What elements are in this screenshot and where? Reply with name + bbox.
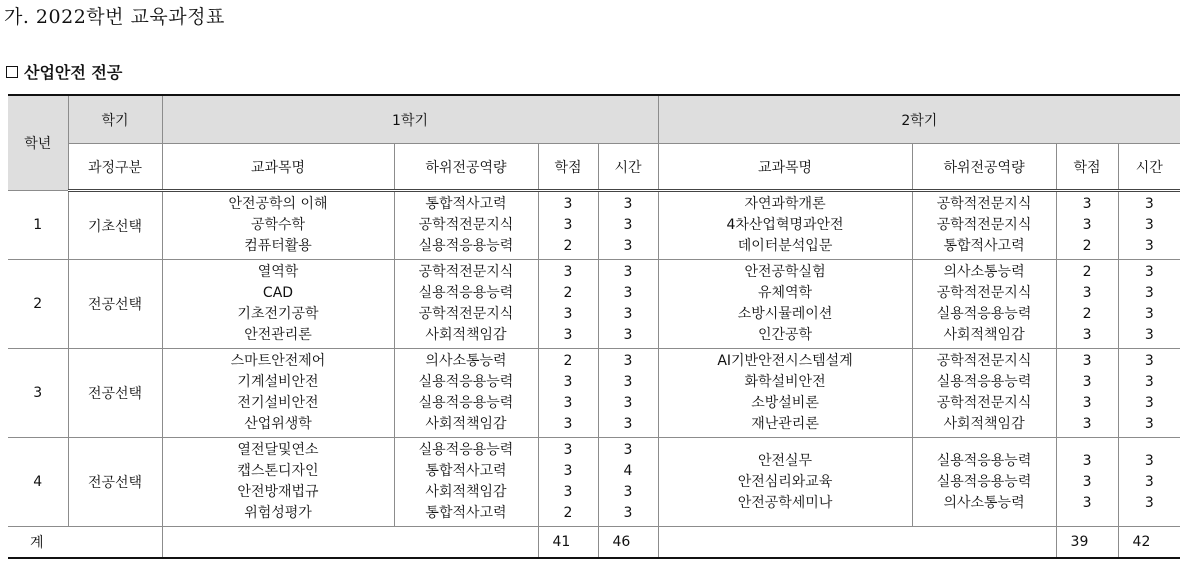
credit-text: 3 (1082, 452, 1092, 469)
credit-text: 3 (563, 327, 573, 343)
hours-text: 3 (1144, 473, 1154, 490)
course-text: 열역학 (257, 264, 299, 280)
competency-text: 통합적사고력 (425, 463, 507, 479)
course-text: 자연과학개론 (744, 196, 826, 212)
hours-text: 3 (623, 442, 633, 458)
credit-text: 3 (1082, 285, 1092, 301)
course-text: 기초전기공학 (237, 306, 319, 322)
course-text: 컴퓨터활용 (244, 238, 312, 254)
hours-text: 3 (1144, 327, 1154, 343)
competency-text: 통합적사고력 (943, 238, 1025, 254)
s2-credit-cell (1056, 260, 1118, 349)
total-spacer (658, 527, 1056, 559)
header-course: 교과목명 (658, 144, 912, 191)
table-body (8, 191, 1180, 527)
hours-text: 3 (623, 306, 633, 322)
category-cell: 전공선택 (68, 349, 162, 438)
s1-competency-cell (394, 349, 538, 438)
competency-text: 통합적사고력 (425, 196, 507, 212)
credit-text: 2 (1082, 264, 1092, 280)
category-cell: 전공선택 (68, 438, 162, 527)
hours-text: 3 (1144, 353, 1154, 369)
competency-text: 공학적전문지식 (936, 395, 1032, 411)
course-text: 산업위생학 (244, 416, 312, 432)
credit-text: 3 (563, 306, 573, 322)
hours-text: 3 (623, 353, 633, 369)
s2-competency-cell (912, 349, 1056, 438)
credit-text: 3 (563, 264, 573, 280)
s2-credit-cell (1056, 438, 1118, 527)
competency-text: 공학적전문지식 (936, 196, 1032, 212)
hours-text: 3 (1144, 306, 1154, 322)
header-competency: 하위전공역량 (912, 144, 1056, 191)
year-cell: 4 (8, 438, 68, 527)
hours-text: 3 (1144, 238, 1154, 254)
header-hours: 시간 (1118, 144, 1180, 191)
course-text: 소방설비론 (751, 395, 819, 411)
s2-competency-cell (912, 438, 1056, 527)
credit-text: 3 (563, 395, 573, 411)
credit-text: 3 (1082, 217, 1092, 233)
competency-text: 사회적책임감 (425, 416, 507, 432)
s1-credit-cell (538, 349, 598, 438)
credit-text: 3 (1082, 327, 1092, 343)
course-text: 안전실무 (757, 452, 813, 469)
hours-text: 3 (623, 374, 633, 390)
credit-text: 3 (563, 484, 573, 500)
hours-text: 3 (623, 416, 633, 432)
competency-text: 실용적응용능력 (936, 452, 1032, 469)
hours-text: 3 (1144, 494, 1154, 511)
credit-text: 2 (1082, 238, 1092, 254)
page-heading: 가. 2022학번 교육과정표 (4, 6, 225, 28)
credit-text: 2 (563, 505, 573, 521)
competency-text: 사회적책임감 (943, 416, 1025, 432)
curriculum-table (8, 94, 1180, 559)
hours-text: 3 (1144, 217, 1154, 233)
credit-text: 3 (563, 416, 573, 432)
competency-text: 실용적응용능력 (418, 238, 514, 254)
competency-text: 공학적전문지식 (936, 353, 1032, 369)
s2-competency-cell (912, 191, 1056, 260)
credit-text: 3 (1082, 374, 1092, 390)
competency-text: 공학적전문지식 (418, 306, 514, 322)
competency-text: 실용적응용능력 (936, 306, 1032, 322)
total-s1-hours: 46 (598, 527, 658, 559)
competency-text: 실용적응용능력 (418, 395, 514, 411)
course-text: 위험성평가 (244, 505, 312, 521)
hours-text: 3 (1144, 196, 1154, 212)
course-text: 화학설비안전 (744, 374, 826, 390)
checkbox-square-icon (6, 66, 18, 78)
section-title-text: 산업안전 전공 (24, 63, 123, 82)
hours-text: 3 (623, 505, 633, 521)
credit-text: 2 (563, 353, 573, 369)
course-text: 전기설비안전 (237, 395, 319, 411)
year-cell: 3 (8, 349, 68, 438)
total-s2-credit: 39 (1056, 527, 1118, 559)
competency-text: 공학적전문지식 (936, 217, 1032, 233)
competency-text: 실용적응용능력 (936, 473, 1032, 490)
credit-text: 3 (1082, 473, 1092, 490)
total-s2-hours: 42 (1118, 527, 1180, 559)
hours-text: 4 (623, 463, 633, 479)
year-cell: 2 (8, 260, 68, 349)
course-text: AI기반안전시스템설계 (717, 353, 853, 369)
course-text: 안전심리와교육 (737, 473, 833, 490)
credit-text: 2 (563, 238, 573, 254)
total-row (8, 527, 1180, 559)
course-text: 캡스톤디자인 (237, 463, 319, 479)
year-group-row (8, 438, 1180, 527)
credit-text: 3 (1082, 353, 1092, 369)
course-text: 안전관리론 (244, 327, 312, 343)
course-text: 재난관리론 (751, 416, 819, 432)
hours-text: 3 (623, 196, 633, 212)
hours-text: 3 (623, 484, 633, 500)
s1-credit-cell (538, 191, 598, 260)
header-credit: 학점 (1056, 144, 1118, 191)
hours-text: 3 (1144, 285, 1154, 301)
header-year: 학년 (8, 95, 68, 191)
competency-text: 실용적응용능력 (418, 374, 514, 390)
course-text: 안전공학실험 (744, 264, 826, 280)
course-text: 유체역학 (757, 285, 813, 301)
course-text: 열전달및연소 (237, 442, 319, 458)
section-title (6, 60, 122, 83)
course-text: 안전방재법규 (237, 484, 319, 500)
hours-text: 3 (1144, 452, 1154, 469)
s1-hours-cell (598, 260, 658, 349)
year-group-row (8, 260, 1180, 349)
hours-text: 3 (1144, 264, 1154, 280)
competency-text: 사회적책임감 (943, 327, 1025, 343)
s1-competency-cell (394, 191, 538, 260)
header-semester-2: 2학기 (658, 95, 1180, 144)
s2-credit-cell (1056, 349, 1118, 438)
course-text: 공학수학 (250, 217, 306, 233)
course-text: 스마트안전제어 (230, 353, 326, 369)
s2-course-cell (658, 438, 912, 527)
hours-text: 3 (623, 327, 633, 343)
hours-text: 3 (623, 217, 633, 233)
competency-text: 통합적사고력 (425, 505, 507, 521)
hours-text: 3 (1144, 395, 1154, 411)
total-label: 계 (8, 527, 162, 559)
hours-text: 3 (623, 285, 633, 301)
total-spacer (162, 527, 538, 559)
credit-text: 3 (563, 217, 573, 233)
header-competency: 하위전공역량 (394, 144, 538, 191)
competency-text: 공학적전문지식 (418, 264, 514, 280)
header-credit: 학점 (538, 144, 598, 191)
s1-credit-cell (538, 438, 598, 527)
competency-text: 의사소통능력 (943, 494, 1025, 511)
course-text: 소방시뮬레이션 (737, 306, 833, 322)
s2-course-cell (658, 349, 912, 438)
course-text: 데이터분석입문 (737, 238, 833, 254)
competency-text: 사회적책임감 (425, 327, 507, 343)
competency-text: 실용적응용능력 (418, 442, 514, 458)
s1-course-cell (162, 260, 394, 349)
hours-text: 3 (623, 238, 633, 254)
s2-course-cell (658, 260, 912, 349)
course-text: 4차산업혁명과안전 (726, 217, 844, 233)
course-text: CAD (262, 285, 294, 301)
competency-text: 사회적책임감 (425, 484, 507, 500)
s2-course-cell (658, 191, 912, 260)
s1-credit-cell (538, 260, 598, 349)
s1-hours-cell (598, 191, 658, 260)
credit-text: 3 (1082, 416, 1092, 432)
credit-text: 3 (1082, 196, 1092, 212)
credit-text: 3 (1082, 395, 1092, 411)
competency-text: 공학적전문지식 (418, 217, 514, 233)
s2-hours-cell (1118, 438, 1180, 527)
s2-credit-cell (1056, 191, 1118, 260)
hours-text: 3 (1144, 374, 1154, 390)
category-cell: 전공선택 (68, 260, 162, 349)
competency-text: 의사소통능력 (425, 353, 507, 369)
s2-hours-cell (1118, 349, 1180, 438)
total-s1-credit: 41 (538, 527, 598, 559)
credit-text: 3 (563, 196, 573, 212)
credit-text: 3 (1082, 494, 1092, 511)
header-hours: 시간 (598, 144, 658, 191)
header-course: 교과목명 (162, 144, 394, 191)
year-group-row (8, 191, 1180, 260)
s1-hours-cell (598, 349, 658, 438)
s1-course-cell (162, 438, 394, 527)
competency-text: 실용적응용능력 (418, 285, 514, 301)
hours-text: 3 (1144, 416, 1154, 432)
course-text: 안전공학세미나 (737, 494, 833, 511)
s1-competency-cell (394, 438, 538, 527)
s1-course-cell (162, 191, 394, 260)
competency-text: 의사소통능력 (943, 264, 1025, 280)
credit-text: 3 (563, 463, 573, 479)
credit-text: 2 (563, 285, 573, 301)
s2-competency-cell (912, 260, 1056, 349)
s1-course-cell (162, 349, 394, 438)
course-text: 안전공학의 이해 (228, 196, 328, 212)
s2-hours-cell (1118, 260, 1180, 349)
header-semester: 학기 (68, 95, 162, 144)
course-text: 인간공학 (757, 327, 813, 343)
s1-competency-cell (394, 260, 538, 349)
credit-text: 2 (1082, 306, 1092, 322)
competency-text: 공학적전문지식 (936, 285, 1032, 301)
credit-text: 3 (563, 442, 573, 458)
category-cell: 기초선택 (68, 191, 162, 260)
s2-hours-cell (1118, 191, 1180, 260)
year-group-row (8, 349, 1180, 438)
header-semester-1: 1학기 (162, 95, 658, 144)
hours-text: 3 (623, 395, 633, 411)
credit-text: 3 (563, 374, 573, 390)
s1-hours-cell (598, 438, 658, 527)
competency-text: 실용적응용능력 (936, 374, 1032, 390)
hours-text: 3 (623, 264, 633, 280)
header-category: 과정구분 (68, 144, 162, 191)
year-cell: 1 (8, 191, 68, 260)
course-text: 기계설비안전 (237, 374, 319, 390)
